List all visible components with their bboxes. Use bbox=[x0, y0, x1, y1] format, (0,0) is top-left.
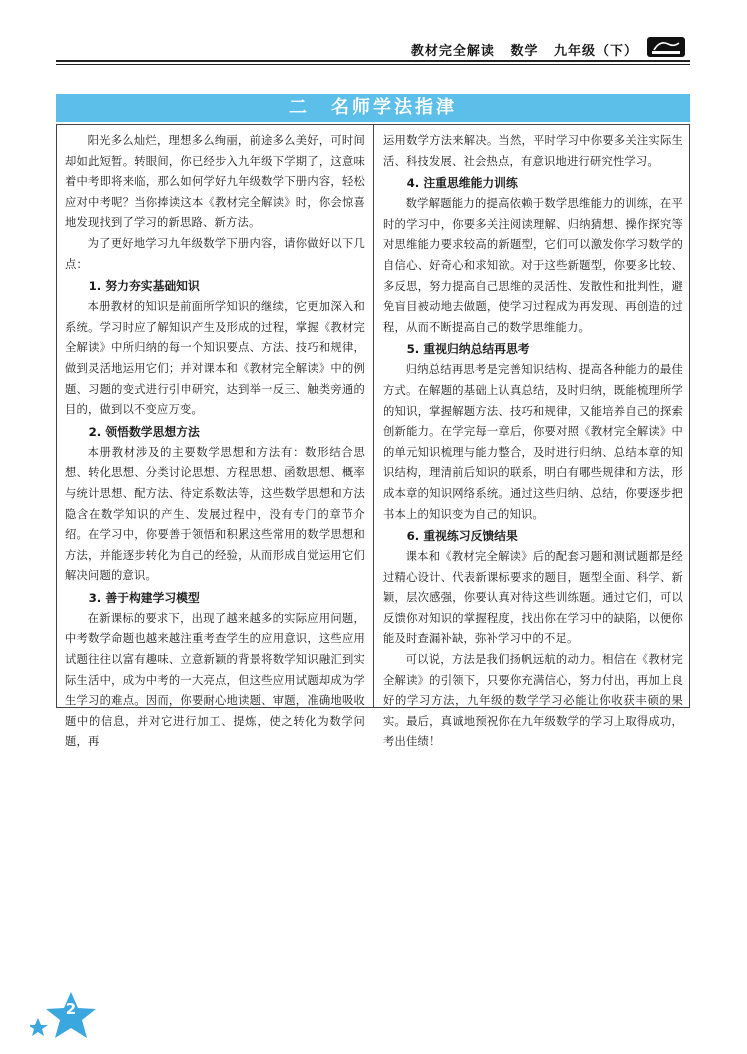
content-box bbox=[56, 124, 690, 749]
section-title: 二 名师学法指津 bbox=[56, 94, 690, 122]
page-header bbox=[56, 36, 690, 64]
column-divider bbox=[373, 125, 374, 707]
subheading: 3. 善于构建学习模型 bbox=[88, 590, 200, 605]
paragraph: 为了更好地学习九年级数学下册内容，请你做好以下几点： bbox=[65, 236, 365, 271]
paragraph: 本册教材的知识是前面所学知识的继续，它更加深入和系统。学习时应了解知识产生及形成的过程，掌握《教材完全解读》中所归纳的每一个知识要点、方法、技巧和规律，做到灵活地运用它们；并对课本和《教材完全解读》中的例题、习题的变式进行引申研究，达到举一反三、触类旁通的目的，做到以不变应万变。 bbox=[65, 300, 365, 417]
paragraph: 归纳总结再思考是完善知识结构、提高各种能力的最佳方式。在解题的基础上认真总结，及时归纳，既能梳理所学的知识，掌握解题方法、技巧和规律，又能培养自己的探索创新能力。在学完每一章后，你要对照《教材完全解读》中的单元知识梳理与能力整合，及时进行归纳、总结本章的知识结构，理清前后知识的联系，明白有哪些规律和方法，形成本章的知识网络系统。通过这些归纳、总结，你要逐步把书本上的知识变为自己的知识。 bbox=[383, 363, 683, 521]
page-number: 2 bbox=[65, 1000, 77, 1018]
paragraph: 可以说，方法是我们扬帆远航的动力。相信在《教材完全解读》的引领下，只要你充满信心，努力付出，再加上良好的学习方法，九年级的数学学习必能让你收获丰硕的果实。最后，真诚地预祝你在九年级数学的学习上取得成功，考出佳绩！ bbox=[383, 653, 683, 749]
paragraph: 运用数学方法来解决。当然，平时学习中你要多关注实际生活、科技发展、社会热点，有意识地进行研究性学习。 bbox=[383, 134, 683, 168]
header-grade: 九年级（下） bbox=[553, 44, 638, 59]
left-column bbox=[65, 131, 365, 749]
paragraph: 数学解题能力的提高依赖于数学思维能力的训练，在平时的学习中，你要多关注阅读理解、归纳猜想、操作探究等对思维能力要求较高的新题型，它们可以激发你学习数学的自信心、好奇心和求知欲。对于这些新题型，你要多比较、多反思，努力提高自己思维的灵活性、发散性和批判性，避免盲目被动地去做题，使学习过程成为再发现、再创造的过程，从而不断提高自己的数学思维能力。 bbox=[383, 197, 683, 334]
paragraph: 本册教材涉及的主要数学思想和方法有：数形结合思想、转化思想、分类讨论思想、方程思想、函数思想、概率与统计思想、配方法、待定系数法等，这些数学思想和方法隐含在数学知识的产生、发展过程中，没有专门的章节介绍。在学习中，你要善于领悟和积累这些常用的数学思想和方法，并能逐步转化为自己的经验，从而形成自觉运用它们解决问题的意识。 bbox=[65, 445, 365, 583]
header-book-title: 教材完全解读 bbox=[410, 44, 495, 59]
book-logo-icon bbox=[646, 36, 686, 58]
subheading: 1. 努力夯实基础知识 bbox=[88, 279, 200, 294]
subheading: 4. 注重思维能力训练 bbox=[406, 176, 518, 191]
subheading: 5. 重视归纳总结再思考 bbox=[406, 342, 530, 357]
header-title bbox=[401, 40, 638, 59]
subheading: 6. 重视练习反馈结果 bbox=[406, 529, 518, 544]
right-column bbox=[383, 131, 683, 749]
subheading: 2. 领悟数学思想方法 bbox=[88, 424, 200, 439]
paragraph: 在新课标的要求下，出现了越来越多的实际应用问题，中考数学命题也越来越注重考查学生的应用意识，这些应用试题往往以富有趣味、立意新颖的背景将数学知识融汇到实际生活中，成为中考的一大亮点，但这些应用试题却成为学生学习的难点。因而，你要耐心地读题、审题，准确地吸收题中的信息，并对它进行加工、提炼，使之转化为数学问题，再 bbox=[65, 611, 365, 749]
header-rule bbox=[56, 60, 690, 62]
paragraph: 课本和《教材完全解读》后的配套习题和测试题都是经过精心设计、代表新课标要求的题目，题型全面、科学、新颖，层次感强，你要认真对待这些训练题。通过它们，可以反馈你对知识的掌握程度，找出你在学习中的缺陷，以便你能及时查漏补缺，弥补学习中的不足。 bbox=[383, 550, 683, 646]
paragraph: 阳光多么灿烂，理想多么绚丽，前途多么美好，可时间却如此短暂。转眼间，你已经步入九年级下学期了，这意味着中考即将来临，那么如何学好九年级数学下册内容，轻松应对中考呢？当你捧读这本《教材完全解读》时，你会惊喜地发现找到了学习的新思路、新方法。 bbox=[65, 134, 365, 230]
header-rule-thin bbox=[56, 64, 690, 65]
header-subject: 数学 bbox=[510, 44, 539, 59]
